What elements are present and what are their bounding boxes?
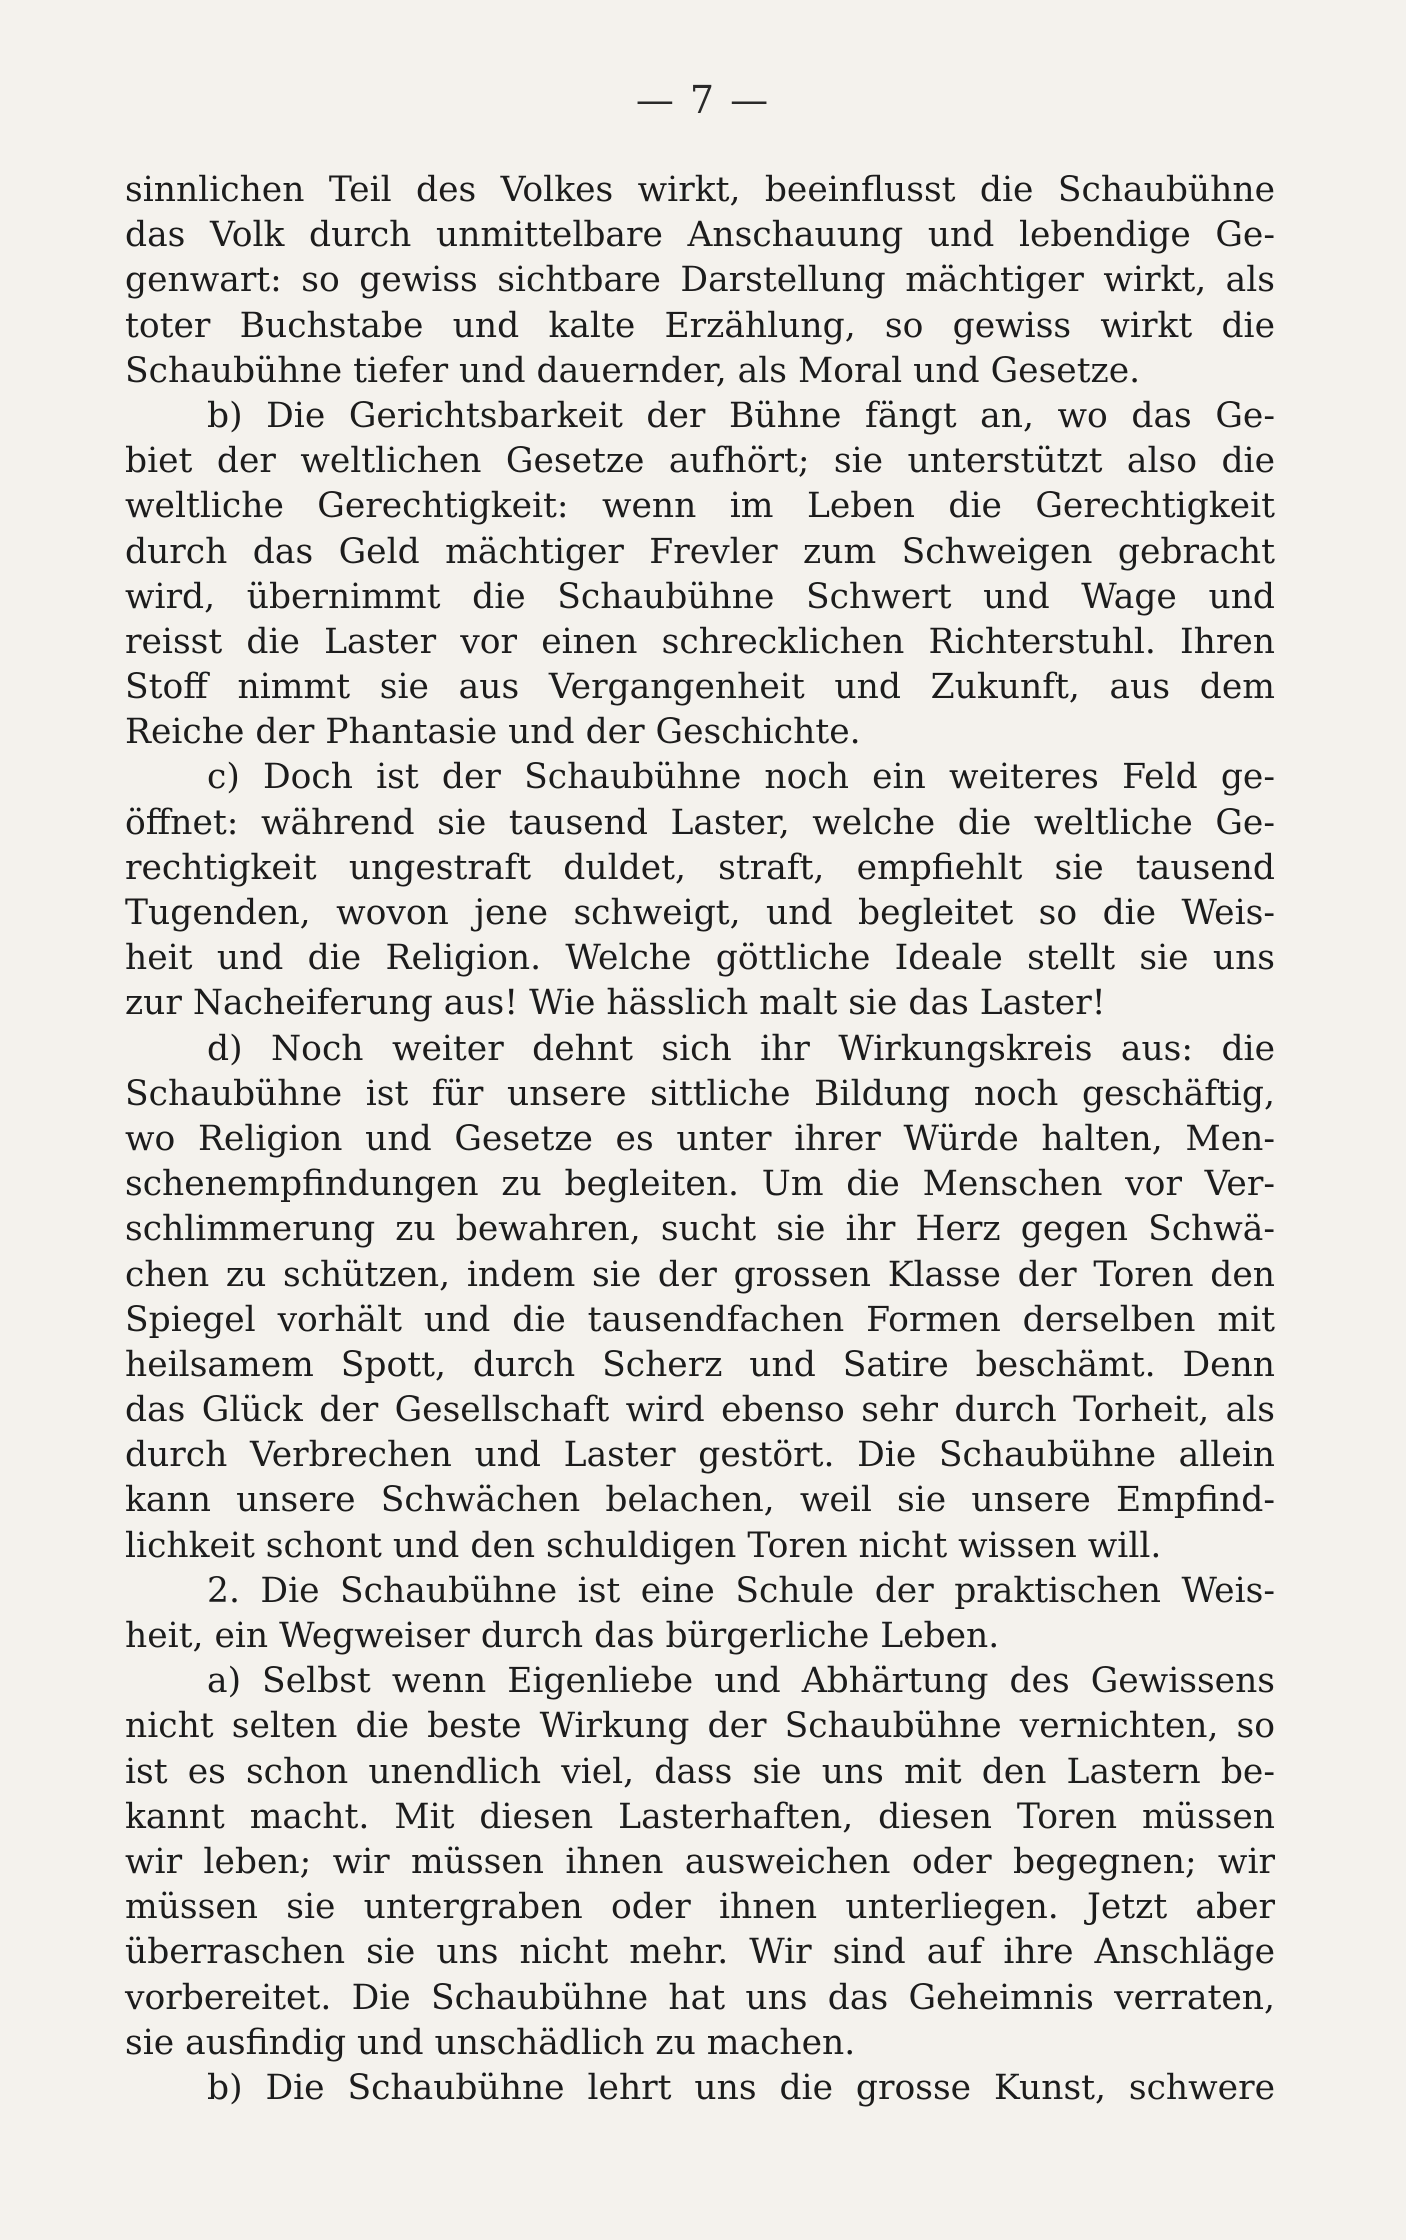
text-line: d) Noch weiter dehnt sich ihr Wirkungskreis aus: die <box>207 1028 1275 1069</box>
text-line: durch das Geld mächtiger Frevler zum Schweigen gebracht <box>125 531 1275 572</box>
text-line: schenempfindungen zu begleiten. Um die Menschen vor Ver- <box>125 1164 1275 1205</box>
text-line: öffnet: während sie tausend Laster, welche die weltliche Ge- <box>125 802 1275 843</box>
text-line: biet der weltlichen Gesetze aufhört; sie unterstützt also die <box>125 441 1275 482</box>
text-line: vorbereitet. Die Schaubühne hat uns das Geheimnis verraten, <box>125 1977 1275 2018</box>
text-line: chen zu schützen, indem sie der grossen Klasse der Toren den <box>125 1254 1275 1295</box>
text-line: Schaubühne ist für unsere sittliche Bildung noch geschäftig, <box>125 1073 1275 1114</box>
text-line: a) Selbst wenn Eigenliebe und Abhärtung des Gewissens <box>207 1661 1275 1702</box>
text-line: wo Religion und Gesetze es unter ihrer Würde halten, Men- <box>125 1118 1275 1159</box>
text-line: heit, ein Wegweiser durch das bürgerliche Leben. <box>125 1616 1000 1656</box>
text-line: kannt macht. Mit diesen Lasterhaften, diesen Toren müssen <box>125 1796 1275 1837</box>
text-line: reisst die Laster vor einen schrecklichen Richterstuhl. Ihren <box>125 621 1275 662</box>
text-line: genwart: so gewiss sichtbare Darstellung mächtiger wirkt, als <box>125 260 1275 301</box>
text-line: Tugenden, wovon jene schweigt, und begleitet so die Weis- <box>125 893 1275 933</box>
text-line: müssen sie untergraben oder ihnen unterliegen. Jetzt aber <box>125 1887 1275 1928</box>
text-line: schlimmerung zu bewahren, sucht sie ihr Herz gegen Schwä- <box>125 1209 1275 1250</box>
text-line: toter Buchstabe und kalte Erzählung, so gewiss wirkt die <box>125 305 1275 346</box>
text-line: sinnlichen Teil des Volkes wirkt, beeinflusst die Schaubühne <box>125 170 1275 210</box>
text-line: sie ausfindig und unschädlich zu machen. <box>125 2022 856 2063</box>
text-line: nicht selten die beste Wirkung der Schaubühne vernichten, so <box>125 1706 1275 1747</box>
text-line: zur Nacheiferung aus! Wie hässlich malt sie das Laster! <box>125 983 1106 1024</box>
text-line: b) Die Schaubühne lehrt uns die grosse Kunst, schwere <box>207 2067 1275 2108</box>
text-line: das Volk durch unmittelbare Anschauung und lebendige Ge- <box>125 215 1275 256</box>
text-line: 2. Die Schaubühne ist eine Schule der praktischen Weis- <box>207 1570 1275 1611</box>
text-line: c) Doch ist der Schaubühne noch ein weiteres Feld ge- <box>207 757 1275 798</box>
text-line: weltliche Gerechtigkeit: wenn im Leben die Gerechtigkeit <box>125 486 1275 527</box>
text-line: heit und die Religion. Welche göttliche Ideale stellt sie uns <box>125 938 1275 979</box>
text-line: wir leben; wir müssen ihnen ausweichen oder begegnen; wir <box>125 1841 1275 1882</box>
text-line: rechtigkeit ungestraft duldet, straft, empfiehlt sie tausend <box>125 847 1275 888</box>
text-line: heilsamem Spott, durch Scherz und Satire beschämt. Denn <box>125 1344 1275 1385</box>
text-line: wird, übernimmt die Schaubühne Schwert und Wage und <box>125 576 1275 617</box>
text-line: das Glück der Gesellschaft wird ebenso sehr durch Torheit, als <box>125 1390 1275 1431</box>
text-line: Spiegel vorhält und die tausendfachen Formen derselben mit <box>125 1299 1275 1340</box>
text-line: durch Verbrechen und Laster gestört. Die Schaubühne allein <box>125 1435 1275 1476</box>
text-line: kann unsere Schwächen belachen, weil sie unsere Empfind- <box>125 1480 1275 1521</box>
text-line: lichkeit schont und den schuldigen Toren nicht wissen will. <box>125 1525 1162 1566</box>
text-line: Reiche der Phantasie und der Geschichte. <box>125 712 861 753</box>
text-line: Schaubühne tiefer und dauernder, als Moral und Gesetze. <box>125 350 1141 391</box>
text-line: Stoff nimmt sie aus Vergangenheit und Zukunft, aus dem <box>125 667 1275 708</box>
text-line: b) Die Gerichtsbarkeit der Bühne fängt an, wo das Ge- <box>207 395 1275 436</box>
text-line: ist es schon unendlich viel, dass sie uns mit den Lastern be- <box>125 1751 1275 1792</box>
body-text <box>125 168 1275 2111</box>
page-number: — 7 — <box>635 78 771 122</box>
text-line: überraschen sie uns nicht mehr. Wir sind auf ihre Anschläge <box>125 1932 1275 1973</box>
